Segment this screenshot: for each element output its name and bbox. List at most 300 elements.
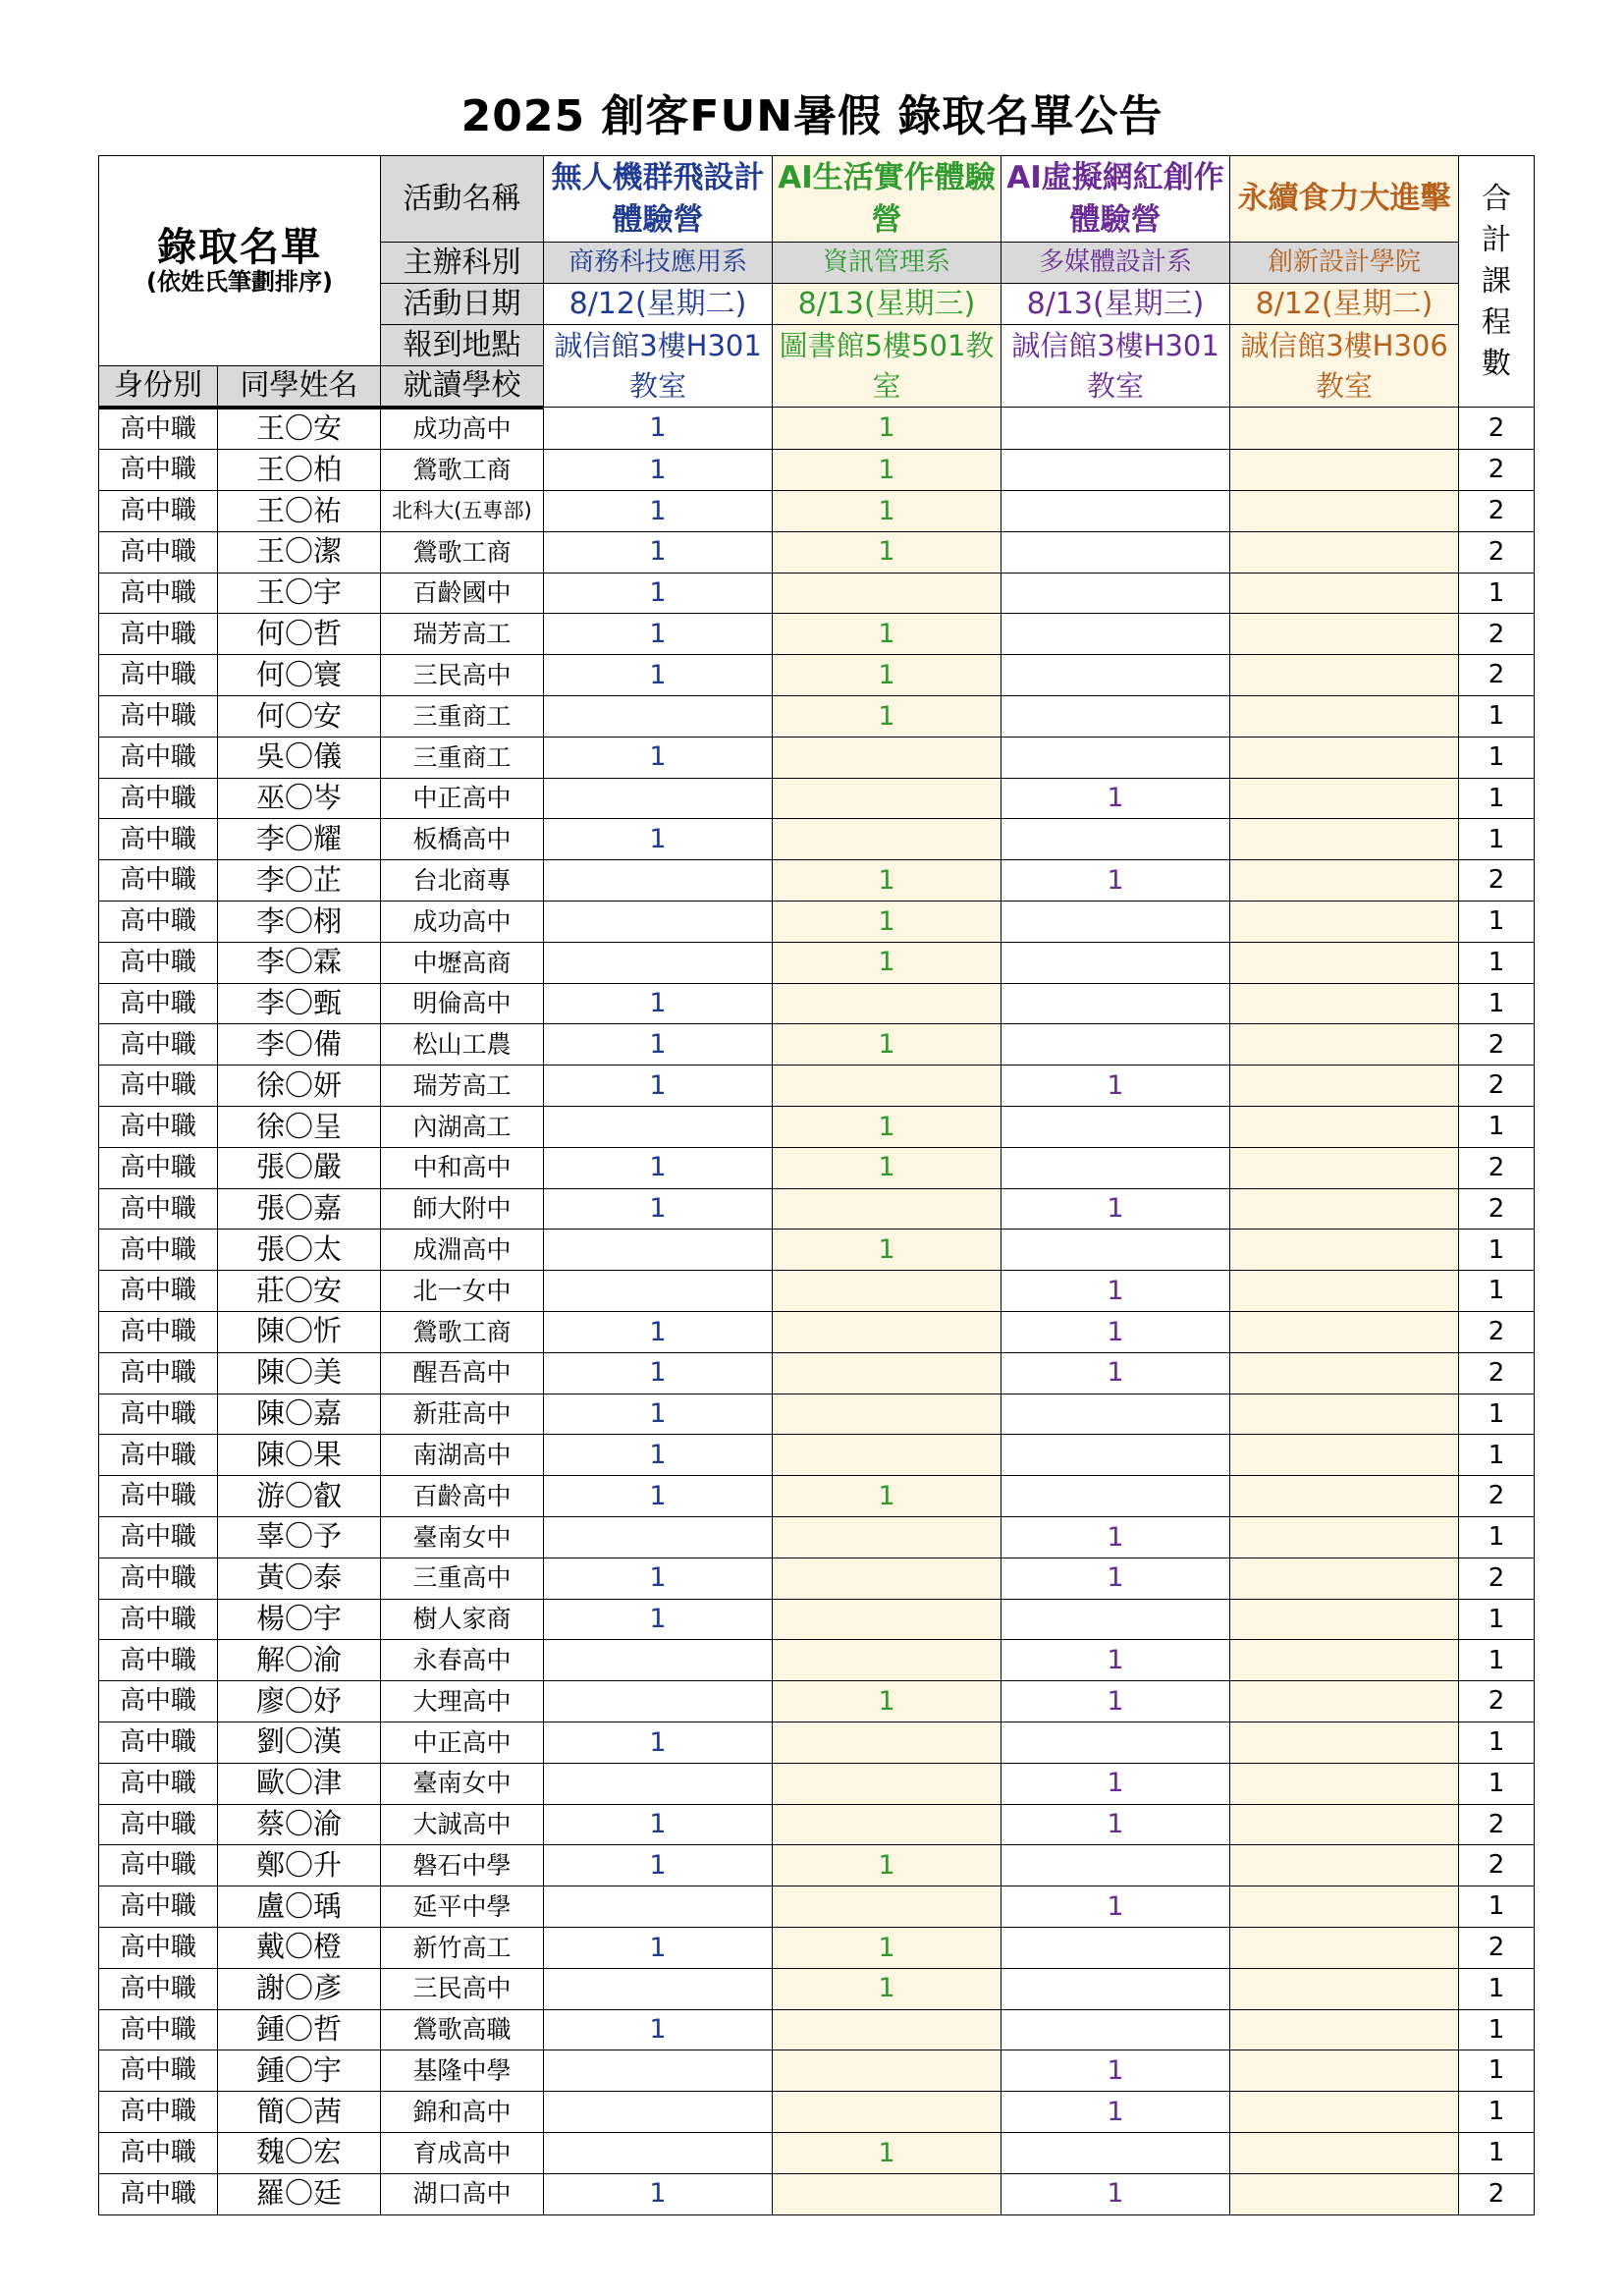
camp1-cell: 1 [544,2009,773,2050]
school-cell: 大理高中 [381,1681,544,1722]
camp1-cell: 1 [544,1188,773,1230]
camp3-cell: 1 [1001,1681,1230,1722]
total-cell: 2 [1459,1558,1535,1599]
total-cell: 1 [1459,819,1535,860]
camp3-cell [1001,942,1230,983]
student-name-cell: 李〇霖 [218,942,381,983]
camp4-cell [1230,1599,1459,1640]
total-cell: 2 [1459,1188,1535,1230]
label-organizer: 主辦科別 [381,243,544,284]
identity-cell: 高中職 [99,1188,218,1230]
camp1-cell [544,1230,773,1271]
camp2-cell [773,1599,1001,1640]
identity-cell: 高中職 [99,1147,218,1188]
camp2-cell: 1 [773,1476,1001,1517]
identity-cell: 高中職 [99,491,218,532]
school-cell: 台北商專 [381,860,544,902]
camp1-cell: 1 [544,1476,773,1517]
school-cell: 大誠高中 [381,1804,544,1845]
camp3-cell: 1 [1001,1763,1230,1804]
camp2-cell [773,1312,1001,1353]
total-cell: 2 [1459,655,1535,696]
camp1-cell: 1 [544,531,773,573]
list-title: 錄取名單 [157,225,322,271]
school-cell: 北科大(五專部) [381,491,544,532]
identity-cell: 高中職 [99,1763,218,1804]
dept-4: 創新設計學院 [1230,243,1459,284]
camp2-cell [773,1066,1001,1107]
camp3-cell [1001,1024,1230,1066]
identity-cell: 高中職 [99,1435,218,1476]
table-row [99,491,1535,532]
camp4-cell [1230,1968,1459,2009]
camp4-cell [1230,1517,1459,1558]
camp4-cell [1230,2050,1459,2092]
camp2-cell [773,819,1001,860]
label-date: 活動日期 [381,284,544,325]
school-cell: 臺南女中 [381,1517,544,1558]
school-cell: 醒吾高中 [381,1352,544,1394]
camp2-cell: 1 [773,1968,1001,2009]
student-name-cell: 何〇哲 [218,614,381,655]
camp3-cell: 1 [1001,1517,1230,1558]
camp3-cell [1001,1476,1230,1517]
table-row [99,1066,1535,1107]
camp2-cell: 1 [773,696,1001,738]
table-row [99,450,1535,491]
camp3-cell: 1 [1001,1066,1230,1107]
camp1-cell: 1 [544,1927,773,1968]
total-cell: 1 [1459,1394,1535,1435]
school-cell: 三民高中 [381,1968,544,2009]
camp2-cell [773,1394,1001,1435]
table-row [99,942,1535,983]
student-name-cell: 李〇耀 [218,819,381,860]
camp1-cell: 1 [544,1394,773,1435]
camp3-cell [1001,696,1230,738]
table-row [99,2009,1535,2050]
camp2-cell [773,1352,1001,1394]
student-name-cell: 鍾〇哲 [218,2009,381,2050]
identity-cell: 高中職 [99,1476,218,1517]
camp1-cell [544,860,773,902]
camp2-cell [773,778,1001,819]
camp3-cell [1001,2132,1230,2173]
camp3-cell [1001,1722,1230,1764]
camp2-cell: 1 [773,531,1001,573]
camp3-cell [1001,819,1230,860]
school-cell: 鶯歌工商 [381,531,544,573]
total-cell: 1 [1459,1271,1535,1312]
identity-cell: 高中職 [99,1230,218,1271]
table-row [99,1312,1535,1353]
camp2-cell: 1 [773,1845,1001,1886]
total-cell: 1 [1459,1968,1535,2009]
student-name-cell: 何〇寰 [218,655,381,696]
camp4-cell [1230,1845,1459,1886]
table-row [99,1147,1535,1188]
camp4-cell [1230,1886,1459,1928]
school-cell: 三民高中 [381,655,544,696]
school-cell: 新竹高工 [381,1927,544,1968]
total-cell: 2 [1459,531,1535,573]
table-row [99,902,1535,943]
camp3-cell [1001,737,1230,778]
student-name-cell: 李〇栩 [218,902,381,943]
student-name-cell: 解〇渝 [218,1640,381,1681]
camp2-cell [773,573,1001,614]
student-name-cell: 李〇芷 [218,860,381,902]
admission-table [98,155,1535,2215]
school-cell: 內湖高工 [381,1107,544,1148]
camp1-cell: 1 [544,1066,773,1107]
student-name-cell: 張〇嘉 [218,1188,381,1230]
camp4-cell [1230,1558,1459,1599]
school-cell: 三重商工 [381,737,544,778]
student-name-cell: 何〇安 [218,696,381,738]
date-1: 8/12(星期二) [544,284,773,325]
identity-cell: 高中職 [99,408,218,450]
camp3-cell [1001,1107,1230,1148]
camp3-cell: 1 [1001,1804,1230,1845]
total-cell: 2 [1459,2173,1535,2214]
total-cell: 2 [1459,1681,1535,1722]
identity-cell: 高中職 [99,614,218,655]
identity-cell: 高中職 [99,1312,218,1353]
camp4-cell [1230,2092,1459,2133]
camp2-cell: 1 [773,1024,1001,1066]
identity-cell: 高中職 [99,1271,218,1312]
camp2-cell: 1 [773,450,1001,491]
camp2-cell [773,1188,1001,1230]
camp3-cell [1001,902,1230,943]
camp1-cell: 1 [544,2173,773,2214]
school-cell: 延平中學 [381,1886,544,1928]
table-row [99,573,1535,614]
total-cell: 2 [1459,1845,1535,1886]
camp4-cell [1230,1024,1459,1066]
table-row [99,696,1535,738]
camp2-cell: 1 [773,408,1001,450]
total-cell: 1 [1459,2050,1535,2092]
camp1-cell [544,778,773,819]
identity-cell: 高中職 [99,1394,218,1435]
student-name-cell: 吳〇儀 [218,737,381,778]
school-cell: 臺南女中 [381,1763,544,1804]
camp4-cell [1230,1188,1459,1230]
total-label [1459,156,1535,408]
camp2-cell: 1 [773,902,1001,943]
camp1-cell [544,696,773,738]
school-cell: 中正高中 [381,1722,544,1764]
student-name-cell: 盧〇瑀 [218,1886,381,1928]
total-cell: 1 [1459,2132,1535,2173]
camp4-cell [1230,531,1459,573]
school-cell: 師大附中 [381,1188,544,1230]
student-name-cell: 陳〇忻 [218,1312,381,1353]
location-2: 圖書館5樓501教室 [773,325,1001,408]
camp2-cell [773,1517,1001,1558]
camp3-cell [1001,531,1230,573]
camp1-cell: 1 [544,450,773,491]
total-label-text: 合計課程數 [1482,181,1511,381]
table-row [99,1927,1535,1968]
camp3-cell [1001,573,1230,614]
camp3-cell [1001,1968,1230,2009]
camp4-cell [1230,1804,1459,1845]
school-cell: 三重商工 [381,696,544,738]
camp2-cell: 1 [773,1147,1001,1188]
camp1-cell [544,1107,773,1148]
school-cell: 百齡國中 [381,573,544,614]
school-cell: 三重高中 [381,1558,544,1599]
total-cell: 2 [1459,1147,1535,1188]
label-location: 報到地點 [381,325,544,366]
identity-cell: 高中職 [99,1681,218,1722]
camp1-cell [544,902,773,943]
student-name-cell: 李〇備 [218,1024,381,1066]
camp4-cell [1230,1927,1459,1968]
table-row [99,1640,1535,1681]
camp1-cell [544,1968,773,2009]
total-cell: 1 [1459,2092,1535,2133]
activity-name-4: 永續食力大進擊 [1230,156,1459,243]
school-cell: 錦和高中 [381,2092,544,2133]
camp4-cell [1230,1147,1459,1188]
camp1-cell: 1 [544,1804,773,1845]
date-4: 8/12(星期二) [1230,284,1459,325]
student-name-cell: 莊〇安 [218,1271,381,1312]
camp4-cell [1230,983,1459,1024]
student-name-cell: 戴〇橙 [218,1927,381,1968]
camp2-cell [773,2050,1001,2092]
student-name-cell: 廖〇妤 [218,1681,381,1722]
camp4-cell [1230,737,1459,778]
camp3-cell: 1 [1001,1558,1230,1599]
camp3-cell [1001,1435,1230,1476]
camp1-cell: 1 [544,1722,773,1764]
camp2-cell [773,1271,1001,1312]
table-row [99,1517,1535,1558]
identity-cell: 高中職 [99,2050,218,2092]
table-row [99,408,1535,450]
camp1-cell [544,1517,773,1558]
camp1-cell [544,942,773,983]
camp1-cell: 1 [544,1147,773,1188]
student-name-cell: 謝〇彥 [218,1968,381,2009]
camp4-cell [1230,491,1459,532]
identity-cell: 高中職 [99,531,218,573]
list-subtitle: (依姓氏筆劃排序) [146,268,333,297]
school-cell: 中正高中 [381,778,544,819]
student-name-cell: 歐〇津 [218,1763,381,1804]
list-title-cell [99,156,381,366]
identity-cell: 高中職 [99,1024,218,1066]
total-cell: 2 [1459,1476,1535,1517]
camp4-cell [1230,1107,1459,1148]
table-row [99,1681,1535,1722]
identity-cell: 高中職 [99,1845,218,1886]
total-cell: 1 [1459,1640,1535,1681]
camp1-cell: 1 [544,573,773,614]
identity-cell: 高中職 [99,2092,218,2133]
camp1-cell: 1 [544,737,773,778]
identity-cell: 高中職 [99,1927,218,1968]
camp1-cell [544,2092,773,2133]
camp1-cell: 1 [544,1352,773,1394]
table-row [99,1188,1535,1230]
camp1-cell: 1 [544,819,773,860]
school-cell: 松山工農 [381,1024,544,1066]
camp1-cell [544,2050,773,2092]
identity-cell: 高中職 [99,1804,218,1845]
activity-name-3: AI虛擬網紅創作體驗營 [1001,156,1230,243]
table-row [99,1968,1535,2009]
camp3-cell: 1 [1001,1271,1230,1312]
total-cell: 2 [1459,1352,1535,1394]
camp2-cell [773,1886,1001,1928]
school-cell: 明倫高中 [381,983,544,1024]
table-row [99,2050,1535,2092]
dept-1: 商務科技應用系 [544,243,773,284]
identity-cell: 高中職 [99,1558,218,1599]
dept-3: 多媒體設計系 [1001,243,1230,284]
camp1-cell: 1 [544,1024,773,1066]
student-name-cell: 簡〇茜 [218,2092,381,2133]
table-row [99,1394,1535,1435]
school-cell: 樹人家商 [381,1599,544,1640]
total-cell: 1 [1459,942,1535,983]
camp1-cell: 1 [544,983,773,1024]
student-name-cell: 李〇甄 [218,983,381,1024]
student-name-cell: 王〇祐 [218,491,381,532]
date-3: 8/13(星期三) [1001,284,1230,325]
camp4-cell [1230,614,1459,655]
col-identity-header: 身份別 [99,366,218,408]
camp3-cell [1001,450,1230,491]
total-cell: 2 [1459,614,1535,655]
camp3-cell [1001,614,1230,655]
total-cell: 1 [1459,2009,1535,2050]
identity-cell: 高中職 [99,696,218,738]
camp1-cell: 1 [544,1312,773,1353]
camp2-cell [773,1722,1001,1764]
school-cell: 湖口高中 [381,2173,544,2214]
camp3-cell: 1 [1001,1640,1230,1681]
student-name-cell: 陳〇嘉 [218,1394,381,1435]
camp4-cell [1230,1066,1459,1107]
school-cell: 瑞芳高工 [381,1066,544,1107]
camp3-cell: 1 [1001,778,1230,819]
camp3-cell [1001,491,1230,532]
student-name-cell: 鄭〇升 [218,1845,381,1886]
camp3-cell: 1 [1001,1352,1230,1394]
camp2-cell: 1 [773,942,1001,983]
identity-cell: 高中職 [99,983,218,1024]
location-1: 誠信館3樓H301教室 [544,325,773,408]
identity-cell: 高中職 [99,1517,218,1558]
camp4-cell [1230,860,1459,902]
camp2-cell [773,2173,1001,2214]
total-cell: 2 [1459,1927,1535,1968]
dept-2: 資訊管理系 [773,243,1001,284]
col-student-header: 同學姓名 [218,366,381,408]
camp2-cell: 1 [773,1681,1001,1722]
identity-cell: 高中職 [99,1722,218,1764]
camp3-cell: 1 [1001,1886,1230,1928]
total-cell: 1 [1459,573,1535,614]
student-name-cell: 蔡〇渝 [218,1804,381,1845]
camp2-cell [773,983,1001,1024]
camp3-cell [1001,2009,1230,2050]
identity-cell: 高中職 [99,819,218,860]
camp1-cell: 1 [544,614,773,655]
camp1-cell: 1 [544,1435,773,1476]
total-cell: 2 [1459,860,1535,902]
table-row [99,2173,1535,2214]
student-name-cell: 楊〇宇 [218,1599,381,1640]
table-row [99,614,1535,655]
camp4-cell [1230,1763,1459,1804]
school-cell: 中壢高商 [381,942,544,983]
school-cell: 成功高中 [381,902,544,943]
camp2-cell [773,1640,1001,1681]
table-row [99,819,1535,860]
student-name-cell: 張〇太 [218,1230,381,1271]
student-name-cell: 鍾〇宇 [218,2050,381,2092]
camp4-cell [1230,450,1459,491]
school-cell: 板橋高中 [381,819,544,860]
camp3-cell: 1 [1001,2173,1230,2214]
total-cell: 1 [1459,1722,1535,1764]
student-name-cell: 羅〇廷 [218,2173,381,2214]
camp4-cell [1230,819,1459,860]
camp4-cell [1230,778,1459,819]
table-row [99,1722,1535,1764]
school-cell: 鶯歌工商 [381,450,544,491]
total-cell: 2 [1459,1024,1535,1066]
total-cell: 1 [1459,1230,1535,1271]
camp1-cell [544,2132,773,2173]
date-2: 8/13(星期三) [773,284,1001,325]
identity-cell: 高中職 [99,778,218,819]
table-row [99,778,1535,819]
camp1-cell: 1 [544,1558,773,1599]
total-cell: 2 [1459,1804,1535,1845]
camp1-cell: 1 [544,491,773,532]
student-name-cell: 徐〇呈 [218,1107,381,1148]
student-name-cell: 陳〇果 [218,1435,381,1476]
camp4-cell [1230,1352,1459,1394]
activity-name-2: AI生活實作體驗營 [773,156,1001,243]
total-cell: 1 [1459,902,1535,943]
camp4-cell [1230,1271,1459,1312]
identity-cell: 高中職 [99,1066,218,1107]
school-cell: 瑞芳高工 [381,614,544,655]
camp2-cell [773,2092,1001,2133]
camp1-cell: 1 [544,655,773,696]
student-name-cell: 王〇柏 [218,450,381,491]
identity-cell: 高中職 [99,450,218,491]
camp4-cell [1230,696,1459,738]
table-row [99,1230,1535,1271]
camp1-cell: 1 [544,1845,773,1886]
camp1-cell [544,1271,773,1312]
total-cell: 1 [1459,696,1535,738]
camp3-cell: 1 [1001,1188,1230,1230]
school-cell: 北一女中 [381,1271,544,1312]
camp3-cell: 1 [1001,860,1230,902]
